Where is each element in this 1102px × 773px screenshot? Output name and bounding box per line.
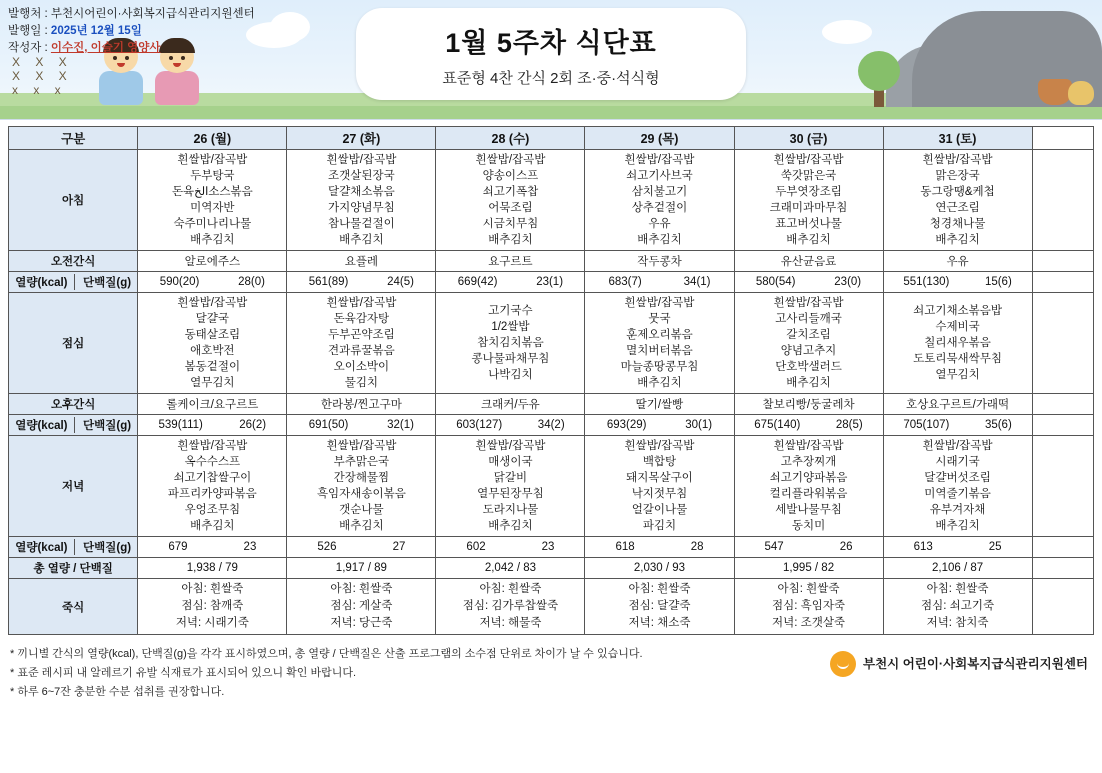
smile-logo-icon <box>830 651 856 677</box>
row-label-kcal-2 <box>9 415 138 436</box>
cell-kcal-3-thu <box>585 537 734 558</box>
kcal-value: 526 <box>317 541 337 553</box>
table-header-row <box>9 127 1094 150</box>
publish-date-value: 2025년 12월 15일 <box>50 25 142 37</box>
menu-table <box>8 126 1094 635</box>
table-row-kcal-lunch <box>9 415 1094 436</box>
cell-pm-snack-fri: 찰보리빵/둥굴레차 <box>734 394 883 415</box>
protein-label-3: 단백질(g) <box>83 542 132 554</box>
row-label-am-snack: 오전간식 <box>9 251 138 272</box>
cell-total-thu: 2,030 / 93 <box>585 558 734 579</box>
cell-dinner-tue: 흰쌀밥/잡곡밥 부추맑은국 간장해물찜 흑임자새송이볶음 갯순나물 배추김치 <box>287 436 436 537</box>
author-value: 이수진, 이슬기 영양사 <box>50 42 161 54</box>
row-label-pm-snack: 오후간식 <box>9 394 138 415</box>
cell-kcal-2-sat <box>883 415 1032 436</box>
kcal-value: 613 <box>913 541 933 553</box>
page-subtitle: 표준형 4찬 간식 2회 조·중·석식형 <box>442 69 660 87</box>
cell-breakfast-mon: 흰쌀밥/잡곡밥 두부탕국 돈육الخ소스볶음 미역자반 숙주미나리나물 배추김치 <box>138 150 287 251</box>
kcal-value: 705(107) <box>903 419 950 431</box>
protein-value: 28 <box>690 541 704 553</box>
kcal-value: 539(111) <box>158 419 203 431</box>
cell-lunch-thu: 흰쌀밥/잡곡밥 뭇국 훈제오리볶음 멸치버터볶음 마늘종땅콩무침 배추김치 <box>585 293 734 394</box>
page-footer <box>0 641 1102 702</box>
cell-kcal-1-mon <box>138 272 287 293</box>
cell-porridge-sat: 아침: 흰쌀죽 점심: 쇠고기죽 저녁: 참치죽 <box>883 579 1032 635</box>
cell-pm-snack-tue: 한라봉/찐고구마 <box>287 394 436 415</box>
kcal-label-2: 열량(kcal) <box>15 417 74 433</box>
cell-dinner-thu: 흰쌀밥/잡곡밥 백합탕 돼지목살구이 낙지젓무침 얼갈이나물 파김치 <box>585 436 734 537</box>
protein-value: 23(1) <box>536 276 564 288</box>
cell-breakfast-sat: 흰쌀밥/잡곡밥 맑은장국 동그랑땡&케첩 연근조림 청경채나물 배추김치 <box>883 150 1032 251</box>
row-label-dinner: 저녁 <box>9 436 138 537</box>
cell-am-snack-sat: 우유 <box>883 251 1032 272</box>
row-label-kcal-1 <box>9 272 138 293</box>
flower-decoration <box>12 55 73 97</box>
table-row-porridge <box>9 579 1094 635</box>
cell-pm-snack-thu: 딸기/쌀빵 <box>585 394 734 415</box>
protein-value: 24(5) <box>387 276 414 288</box>
author-line <box>8 40 255 57</box>
pot-icon <box>1038 79 1072 105</box>
cell-kcal-2-tue <box>287 415 436 436</box>
cell-kcal-1-tue <box>287 272 436 293</box>
footer-note-1: * 끼니별 간식의 열량(kcal), 단백질(g)을 각각 표시하였으며, 총 열량 / 단백질은 산출 프로그램의 소수점 단위로 차이가 날 수 있습니다. <box>10 648 643 660</box>
col-header-blank <box>1032 127 1093 150</box>
protein-value: 23 <box>243 541 257 553</box>
protein-label-2: 단백질(g) <box>83 420 132 432</box>
kcal-value: 602 <box>466 541 486 553</box>
table-row-dinner <box>9 436 1094 537</box>
cell-breakfast-blank <box>1032 150 1093 251</box>
cell-breakfast-thu: 흰쌀밥/잡곡밥 쇠고기사브국 삼치불고기 상추겉절이 우유 배추김치 <box>585 150 734 251</box>
cell-am-snack-tue: 요플레 <box>287 251 436 272</box>
cell-porridge-wed: 아침: 흰쌀죽 점심: 김가루찹쌀죽 저녁: 해물죽 <box>436 579 585 635</box>
cell-kcal-1-blank <box>1032 272 1093 293</box>
flower-row: X X X <box>12 69 73 83</box>
table-row-totals <box>9 558 1094 579</box>
row-label-lunch: 점심 <box>9 293 138 394</box>
cloud-icon <box>822 20 872 44</box>
page-title: 1월 5주차 식단표 <box>445 27 657 58</box>
kcal-value: 590(20) <box>159 276 200 288</box>
cell-dinner-wed: 흰쌀밥/잡곡밥 매생이국 닭갈비 열무된장무침 도라지나물 배추김치 <box>436 436 585 537</box>
kcal-value: 679 <box>168 541 188 553</box>
kcal-value: 691(50) <box>308 419 349 431</box>
row-label-breakfast: 아침 <box>9 150 138 251</box>
cell-pm-snack-sat: 호상요구르트/가래떡 <box>883 394 1032 415</box>
cell-porridge-tue: 아침: 흰쌀죽 점심: 게살죽 저녁: 당근죽 <box>287 579 436 635</box>
cell-am-snack-mon: 알로에주스 <box>138 251 287 272</box>
col-header-fri: 30 (금) <box>734 127 883 150</box>
footer-note-2: * 표준 레시피 내 알레르기 유발 식재료가 표시되어 있으니 확인 바랍니다. <box>10 667 357 679</box>
cell-kcal-2-wed <box>436 415 585 436</box>
protein-value: 34(1) <box>683 276 711 288</box>
cell-breakfast-tue: 흰쌀밥/잡곡밥 조갯살된장국 달걀채소볶음 가지양념무침 참나물겉절이 배추김치 <box>287 150 436 251</box>
kcal-value: 561(89) <box>308 276 349 288</box>
cell-total-mon: 1,938 / 79 <box>138 558 287 579</box>
cell-dinner-mon: 흰쌀밥/잡곡밥 옥수수스프 쇠고기찹쌀구이 파프리카양파볶음 우엉조무침 배추김치 <box>138 436 287 537</box>
cell-total-tue: 1,917 / 89 <box>287 558 436 579</box>
table-row-am-snack <box>9 251 1094 272</box>
cell-am-snack-thu: 작두콩차 <box>585 251 734 272</box>
cell-pm-snack-wed: 크래커/두유 <box>436 394 585 415</box>
title-card <box>356 8 746 100</box>
cell-kcal-3-fri <box>734 537 883 558</box>
cell-breakfast-fri: 흰쌀밥/잡곡밥 쑥갓맑은국 두부엿장조림 크래미과마무침 표고버섯나물 배추김치 <box>734 150 883 251</box>
protein-value: 27 <box>392 541 406 553</box>
cell-pm-snack-mon: 롤케이크/요구르트 <box>138 394 287 415</box>
cell-kcal-3-sat <box>883 537 1032 558</box>
kcal-value: 693(29) <box>606 419 647 431</box>
kcal-value: 547 <box>764 541 784 553</box>
cell-total-fri: 1,995 / 82 <box>734 558 883 579</box>
table-row-breakfast <box>9 150 1094 251</box>
protein-value: 15(6) <box>984 276 1012 288</box>
cell-kcal-1-sat <box>883 272 1032 293</box>
cell-kcal-2-fri <box>734 415 883 436</box>
publication-info <box>8 6 255 57</box>
col-header-tue: 27 (화) <box>287 127 436 150</box>
protein-value: 30(1) <box>685 419 713 431</box>
tree-icon <box>874 77 884 107</box>
protein-value: 26 <box>839 541 853 553</box>
row-label-total: 총 열량 / 단백질 <box>9 558 138 579</box>
cell-lunch-mon: 흰쌀밥/잡곡밥 달걀국 동태살조림 애호박전 봄동겉절이 열무김치 <box>138 293 287 394</box>
cell-porridge-thu: 아침: 흰쌀죽 점심: 달걀죽 저녁: 채소죽 <box>585 579 734 635</box>
cell-lunch-blank <box>1032 293 1093 394</box>
cell-kcal-3-tue <box>287 537 436 558</box>
cell-breakfast-wed: 흰쌀밥/잡곡밥 양송이스프 쇠고기폭찹 어묵조림 시금치무침 배추김치 <box>436 150 585 251</box>
col-header-label: 구분 <box>9 127 138 150</box>
kcal-value: 683(7) <box>608 276 642 288</box>
kcal-label-1: 열량(kcal) <box>15 274 74 290</box>
cell-lunch-sat: 쇠고기채소볶음밥 수제비국 칠리새우볶음 도토리묵새싹무침 열무김치 <box>883 293 1032 394</box>
footer-note-3: * 하루 6~7잔 충분한 수분 섭취를 권장합니다. <box>10 686 225 698</box>
cell-porridge-blank <box>1032 579 1093 635</box>
table-row-lunch <box>9 293 1094 394</box>
protein-value: 28(5) <box>835 419 863 431</box>
cell-kcal-1-thu <box>585 272 734 293</box>
protein-value: 26(2) <box>239 419 267 431</box>
cell-kcal-1-wed <box>436 272 585 293</box>
cloud-icon <box>270 12 310 42</box>
table-row-kcal-breakfast <box>9 272 1094 293</box>
flower-row: X X X <box>12 55 73 69</box>
protein-value: 25 <box>988 541 1002 553</box>
cell-kcal-3-mon <box>138 537 287 558</box>
cell-am-snack-fri: 유산균음료 <box>734 251 883 272</box>
cell-porridge-mon: 아침: 흰쌀죽 점심: 참깨죽 저녁: 시래기죽 <box>138 579 287 635</box>
cell-am-snack-wed: 요구르트 <box>436 251 585 272</box>
publisher-line: 발행처 : 부천시어린이·사회복지급식관리지원센터 <box>8 8 255 20</box>
page-header <box>0 0 1102 120</box>
menu-table-wrap <box>0 120 1102 635</box>
row-label-porridge: 죽식 <box>9 579 138 635</box>
table-row-kcal-dinner <box>9 537 1094 558</box>
money-bag-icon <box>1068 81 1094 105</box>
cell-lunch-wed: 고기국수 1/2쌀밥 참치김치볶음 콩나물파채무침 나박김치 <box>436 293 585 394</box>
protein-value: 34(2) <box>537 419 565 431</box>
protein-value: 35(6) <box>984 419 1012 431</box>
organization-logo <box>830 651 1088 677</box>
kcal-label-3: 열량(kcal) <box>15 539 74 555</box>
cell-am-snack-blank <box>1032 251 1093 272</box>
kcal-value: 618 <box>615 541 635 553</box>
cell-kcal-1-fri <box>734 272 883 293</box>
cell-kcal-2-mon <box>138 415 287 436</box>
cell-lunch-fri: 흰쌀밥/잡곡밥 고사리들깨국 갈치조림 양념고추지 단호박샐러드 배추김치 <box>734 293 883 394</box>
cell-dinner-blank <box>1032 436 1093 537</box>
kcal-value: 669(42) <box>457 276 498 288</box>
author-label: 작성자 : <box>8 42 51 54</box>
cell-kcal-2-blank <box>1032 415 1093 436</box>
protein-value: 23(0) <box>834 276 862 288</box>
cell-pm-snack-blank <box>1032 394 1093 415</box>
flower-row: x x x <box>12 83 67 97</box>
kcal-value: 580(54) <box>755 276 796 288</box>
col-header-mon: 26 (월) <box>138 127 287 150</box>
kcal-value: 551(130) <box>903 276 950 288</box>
cell-total-sat: 2,106 / 87 <box>883 558 1032 579</box>
publish-date-line <box>8 23 255 40</box>
cell-kcal-2-thu <box>585 415 734 436</box>
col-header-wed: 28 (수) <box>436 127 585 150</box>
kcal-value: 603(127) <box>456 419 503 431</box>
kcal-value: 675(140) <box>754 419 801 431</box>
cell-kcal-3-wed <box>436 537 585 558</box>
table-row-pm-snack <box>9 394 1094 415</box>
cell-total-blank <box>1032 558 1093 579</box>
cell-porridge-fri: 아침: 흰쌀죽 점심: 흑임자죽 저녁: 조갯살죽 <box>734 579 883 635</box>
cell-lunch-tue: 흰쌀밥/잡곡밥 돈육감자탕 두부곤약조림 견과류꿀볶음 오이소박이 물김치 <box>287 293 436 394</box>
col-header-thu: 29 (목) <box>585 127 734 150</box>
row-label-kcal-3 <box>9 537 138 558</box>
grass-band-dark <box>0 106 1102 119</box>
organization-name: 부천시 어린이·사회복지급식관리지원센터 <box>863 656 1088 671</box>
cell-dinner-fri: 흰쌀밥/잡곡밥 고추장찌개 쇠고기양파볶음 컬리플라워볶음 세발나물무침 동치미 <box>734 436 883 537</box>
cell-kcal-3-blank <box>1032 537 1093 558</box>
protein-value: 32(1) <box>387 419 414 431</box>
cell-dinner-sat: 흰쌀밥/잡곡밥 시래기국 달걀버섯조림 미역줄기볶음 유부겨자채 배추김치 <box>883 436 1032 537</box>
protein-value: 23 <box>541 541 555 553</box>
cell-total-wed: 2,042 / 83 <box>436 558 585 579</box>
protein-value: 28(0) <box>238 276 265 288</box>
publish-date-label: 발행일 : <box>8 25 51 37</box>
col-header-sat: 31 (토) <box>883 127 1032 150</box>
protein-label-1: 단백질(g) <box>83 277 132 289</box>
